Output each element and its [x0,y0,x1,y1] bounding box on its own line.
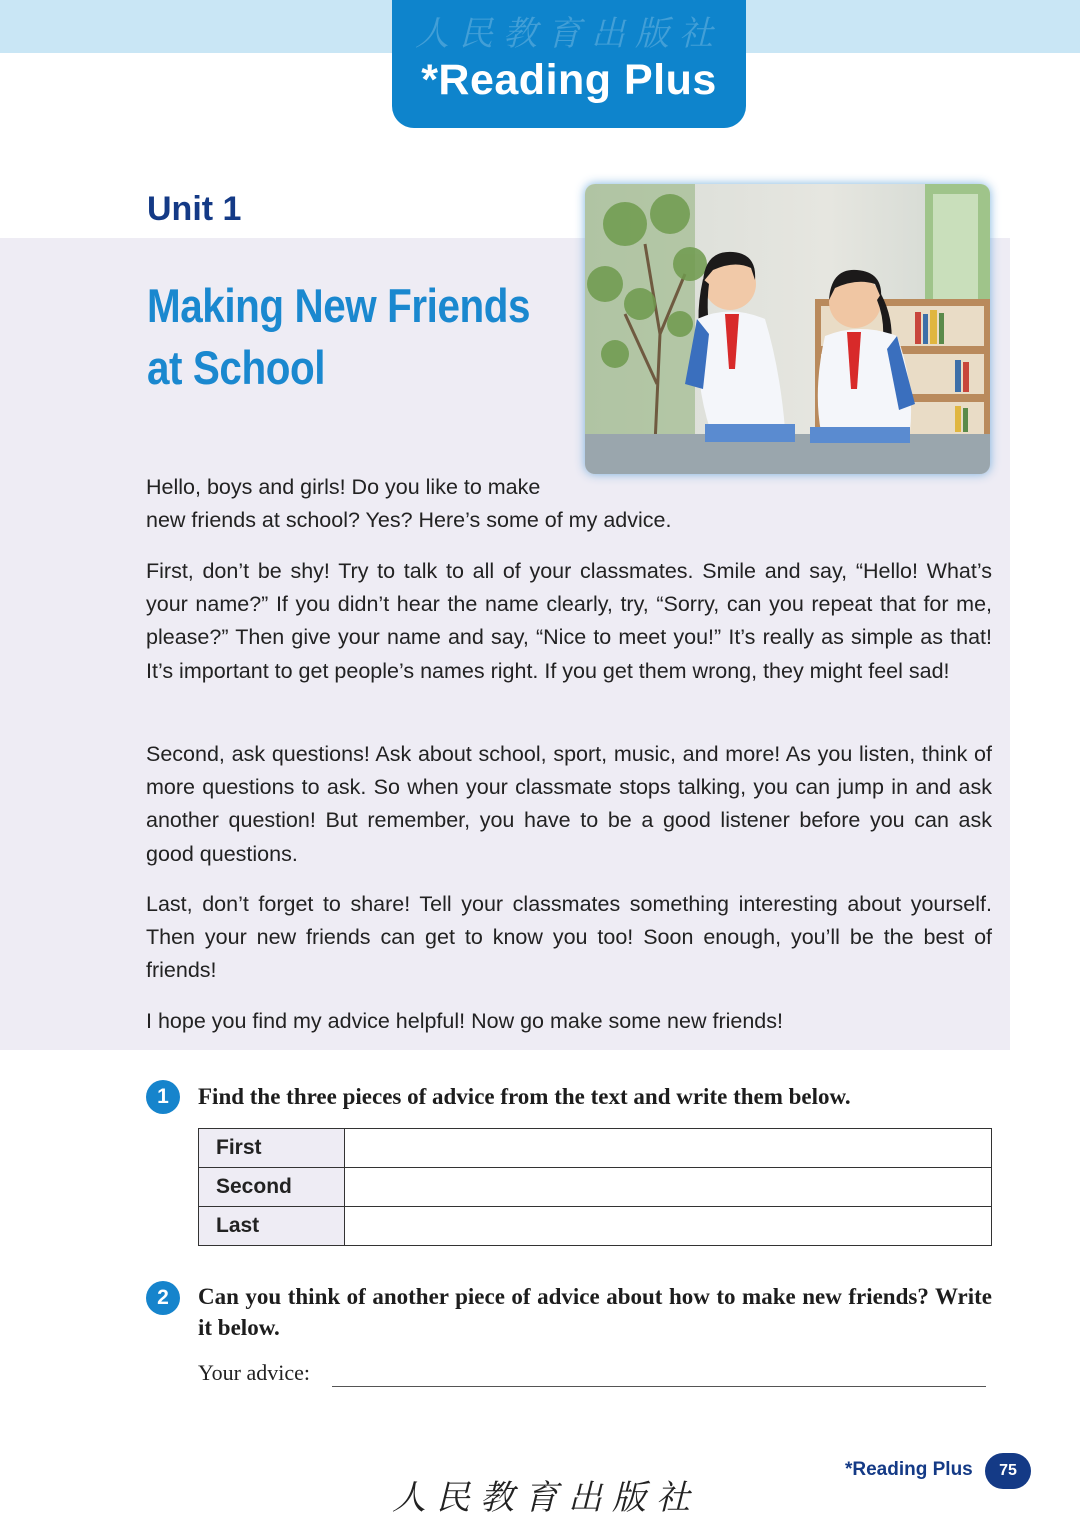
publisher-logo: 人民教育出版社 [392,1478,700,1518]
headline-line-2: at School [147,341,326,394]
article-paragraph-second: Second, ask questions! Ask about school, sport, music, and more! As you listen, think of more questions to ask. So when your classmate stops talking, you can jump in and ask another question! But remember, you have to be a good listener before you can ask good questions. [146,742,992,866]
question-1-badge: 1 [146,1080,180,1114]
your-advice-answer-line[interactable] [332,1386,986,1387]
question-2-badge: 2 [146,1281,180,1315]
unit-label: Unit 1 [147,190,242,228]
footer-section-label: *Reading Plus [845,1459,973,1480]
photo-two-girls [585,184,990,474]
article-paragraph-last: Last, don’t forget to share! Tell your classmates something interesting about yourself. Then your new friends can get to know you too! Soon enough, you’ll be the best of friends! [146,892,992,983]
section-tab [392,0,746,128]
row-label-last: Last [199,1207,345,1246]
answer-cell-first[interactable] [345,1129,992,1168]
answer-cell-last[interactable] [345,1207,992,1246]
question-1-text: Find the three pieces of advice from the text and write them below. [198,1084,851,1109]
photo-illustration [585,184,990,474]
article-closing: I hope you find my advice helpful! Now go make some new friends! [146,1009,783,1033]
page-number: 75 [985,1453,1031,1489]
section-title: *Reading Plus [421,56,717,104]
your-advice-label: Your advice: [198,1360,311,1385]
headline-line-1: Making New Friends [147,279,531,332]
article-paragraph-first: First, don’t be shy! Try to talk to all of your classmates. Smile and say, “Hello! What’s your name?” If you didn’t hear the name clearly, try, “Sorry, can you repeat that for me, please?” Then give your name and say, “Nice to meet you!” It’s really as simple as that! It’s important to get people’s names right. If you get them wrong, they might feel sad! [146,559,992,683]
article-intro-line-2: new friends at school? Yes? Here’s some of my advice. [146,508,672,532]
question-2-text: Can you think of another piece of advice about how to make new friends? Write it below. [198,1284,992,1340]
article-intro-line-1: Hello, boys and girls! Do you like to make [146,475,541,499]
table-row [199,1207,992,1246]
advice-table [198,1128,992,1246]
publisher-watermark: 人民教育出版社 [415,14,723,54]
table-row [199,1168,992,1207]
answer-cell-second[interactable] [345,1168,992,1207]
row-label-second: Second [199,1168,345,1207]
row-label-first: First [199,1129,345,1168]
table-row [199,1129,992,1168]
article-headline [147,275,530,399]
